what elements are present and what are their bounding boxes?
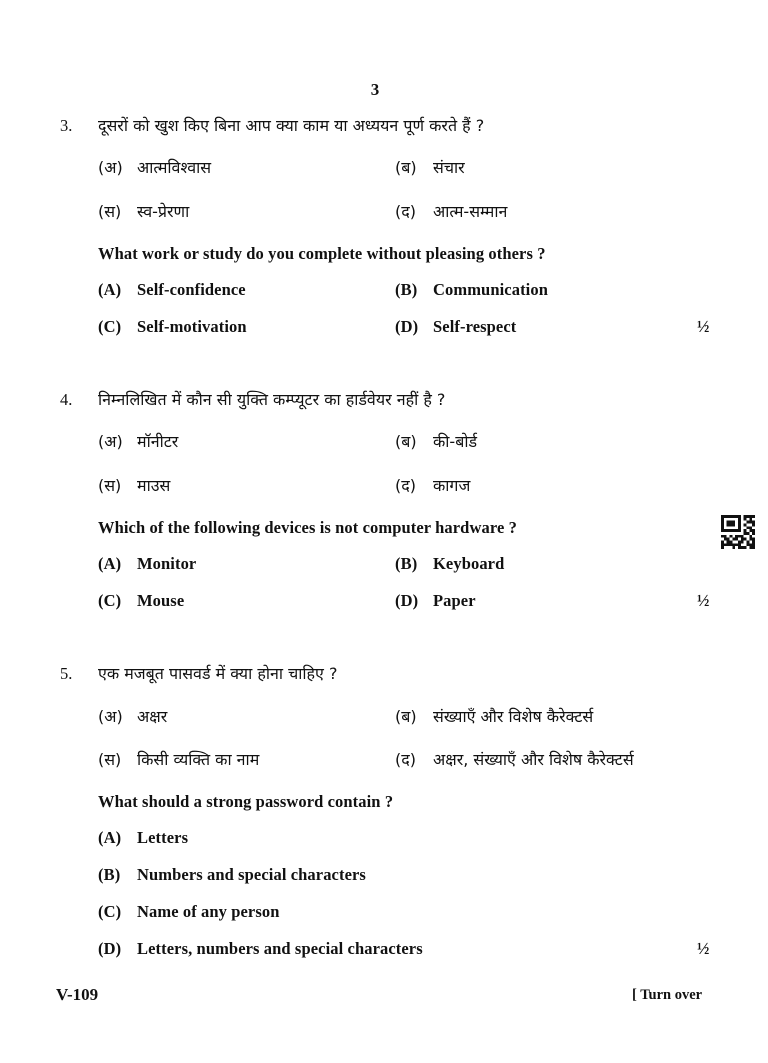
option-text-hindi: कागज [433,476,471,495]
qr-module [747,515,750,518]
qr-module [749,546,752,549]
qr-module [738,535,741,538]
option-label-english: (D) [395,317,419,336]
qr-module [735,515,738,518]
option-label-english: (B) [98,865,121,884]
qr-module [730,529,733,532]
qr-module [727,541,730,544]
qr-module [732,543,735,546]
qr-module [741,535,744,538]
option-text-hindi: आत्म-सम्मान [433,202,508,221]
question-text-hindi: दूसरों को खुश किए बिना आप क्या काम या अध्ययन पूर्ण करते हैं ? [98,116,485,135]
option-text-hindi: अक्षर, संख्याएँ और विशेष कैरेक्टर्स [433,750,634,769]
option-text-hindi: की-बोर्ड [433,432,478,451]
qr-module [735,543,738,546]
qr-module [721,535,724,538]
qr-module [727,515,730,518]
qr-module [749,515,752,518]
qr-module [752,532,755,535]
qr-module [738,518,741,521]
qr-module [721,529,724,532]
qr-module [744,538,747,541]
qr-module [730,515,733,518]
option-label-english: (B) [395,280,418,299]
option-text-hindi: अक्षर [137,707,168,726]
option-label-english: (A) [98,554,122,573]
option-label-hindi: (द) [395,750,416,769]
question-text-english: Which of the following devices is not computer hardware ? [98,518,517,537]
option-text-hindi: मॉनीटर [137,432,179,451]
option-text-english: Keyboard [433,554,505,573]
option-text-english: Monitor [137,554,197,573]
qr-module [732,521,735,524]
option-text-hindi: माउस [137,476,171,495]
qr-module [721,518,724,521]
option-text-english: Communication [433,280,548,299]
option-text-hindi: किसी व्यक्ति का नाम [137,750,260,769]
option-label-english: (A) [98,828,122,847]
option-label-english: (B) [395,554,418,573]
option-text-english: Letters [137,828,189,847]
question-number: 5. [60,664,73,683]
marks: ½ [697,591,710,610]
qr-module [724,515,727,518]
option-label-hindi: (स) [98,476,122,495]
qr-module [744,524,747,527]
option-label-english: (C) [98,591,122,610]
qr-module [749,543,752,546]
qr-module [730,524,733,527]
option-text-english: Paper [433,591,476,610]
turn-over-note: [ Turn over [632,987,703,1003]
option-label-hindi: (स) [98,750,122,769]
qr-module [738,524,741,527]
qr-module [747,543,750,546]
option-text-hindi: स्व-प्रेरणा [137,202,190,221]
qr-module [732,515,735,518]
qr-module [749,535,752,538]
page-number: 3 [370,80,380,99]
option-label-hindi: (स) [98,202,122,221]
qr-module [724,543,727,546]
qr-module [749,538,752,541]
qr-module [738,521,741,524]
qr-module [749,518,752,521]
qr-module [721,546,724,549]
qr-module [744,546,747,549]
option-label-english: (D) [98,939,122,958]
qr-module [744,532,747,535]
question-number: 3. [60,116,73,135]
option-text-english: Name of any person [137,902,280,921]
option-label-english: (D) [395,591,419,610]
qr-module [744,529,747,532]
option-label-hindi: (ब) [395,158,417,177]
qr-module [749,521,752,524]
qr-code-icon [720,515,756,549]
qr-module [721,543,724,546]
qr-module [749,526,752,529]
qr-module [735,535,738,538]
option-label-english: (A) [98,280,122,299]
option-text-english: Mouse [137,591,185,610]
option-text-hindi: संख्याएँ और विशेष कैरेक्टर्स [433,707,594,726]
qr-module [721,524,724,527]
qr-module [738,543,741,546]
option-label-hindi: (ब) [395,432,417,451]
option-text-hindi: संचार [433,158,465,177]
qr-module [721,526,724,529]
option-label-hindi: (ब) [395,707,417,726]
option-label-hindi: (अ) [98,432,123,451]
option-text-english: Numbers and special characters [137,865,366,884]
option-label-english: (C) [98,902,122,921]
qr-module [724,538,727,541]
marks: ½ [697,939,710,958]
qr-module [752,521,755,524]
qr-module [738,515,741,518]
qr-module [752,543,755,546]
qr-module [732,529,735,532]
qr-module [738,541,741,544]
option-text-english: Self-confidence [137,280,246,299]
qr-module [727,524,730,527]
qr-module [730,521,733,524]
question-text-english: What work or study do you complete without pleasing others ? [98,244,546,263]
qr-module [752,546,755,549]
qr-module [732,546,735,549]
paper-code: V-109 [56,985,99,1004]
qr-module [724,535,727,538]
qr-module [747,521,750,524]
question-number: 4. [60,390,73,409]
question-text-hindi: निम्नलिखित में कौन सी युक्ति कम्प्यूटर का हार्डवेयर नहीं है ? [98,390,446,409]
option-text-english: Self-motivation [137,317,247,336]
qr-module [752,524,755,527]
qr-module [735,529,738,532]
qr-module [738,526,741,529]
qr-module [730,543,733,546]
qr-module [752,541,755,544]
marks: ½ [697,317,710,336]
qr-module [738,546,741,549]
qr-module [747,532,750,535]
question-text-hindi: एक मजबूत पासवर्ड में क्या होना चाहिए ? [98,664,338,683]
qr-module [749,529,752,532]
qr-module [721,515,724,518]
qr-module [752,538,755,541]
qr-module [727,521,730,524]
qr-module [732,524,735,527]
option-label-hindi: (द) [395,476,416,495]
qr-module [727,538,730,541]
qr-module [730,541,733,544]
option-text-english: Self-respect [433,317,517,336]
qr-module [752,515,755,518]
qr-module [744,515,747,518]
qr-module [730,535,733,538]
question-text-english: What should a strong password contain ? [98,792,394,811]
qr-module [741,541,744,544]
option-text-hindi: आत्मविश्वास [137,158,212,177]
qr-module [747,541,750,544]
qr-module [738,529,741,532]
qr-module [727,543,730,546]
qr-module [721,521,724,524]
qr-module [735,538,738,541]
qr-module [721,541,724,544]
option-label-hindi: (अ) [98,707,123,726]
option-label-hindi: (अ) [98,158,123,177]
option-label-english: (C) [98,317,122,336]
qr-module [741,538,744,541]
qr-module [752,529,755,532]
qr-module [724,529,727,532]
qr-module [741,546,744,549]
qr-module [727,529,730,532]
option-text-english: Letters, numbers and special characters [137,939,423,958]
qr-module [747,526,750,529]
option-label-hindi: (द) [395,202,416,221]
qr-module [732,538,735,541]
qr-module [744,518,747,521]
